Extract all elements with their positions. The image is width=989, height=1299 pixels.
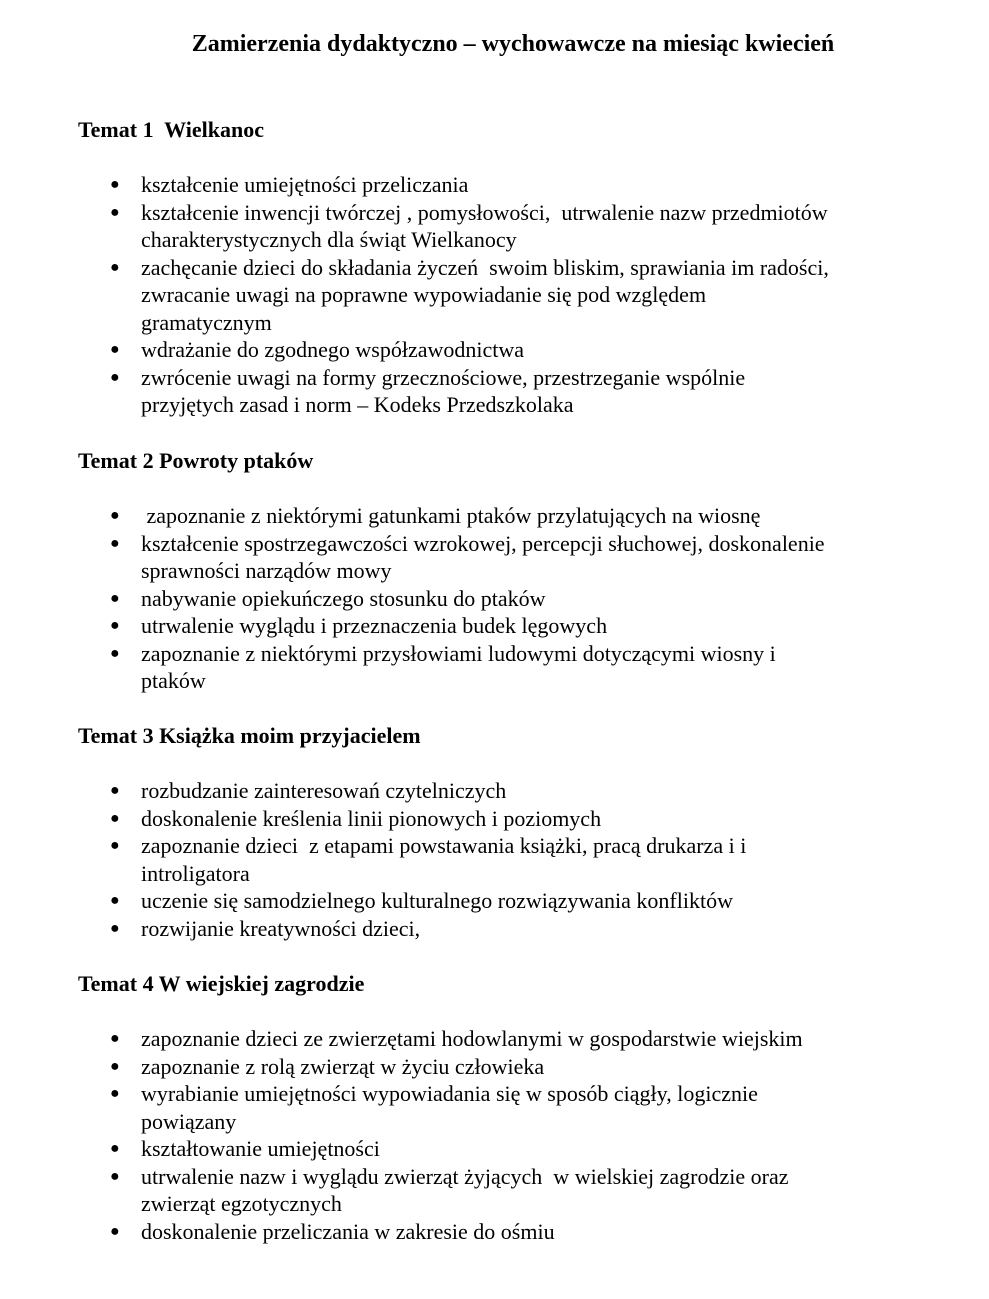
- list-item: [78, 171, 938, 199]
- list-item-text: kształcenie inwencji twórczej , pomysłowości, utrwalenie nazw przedmiotów charakterystycznych dla świąt Wielkanocy: [141, 199, 828, 252]
- bullet-list: [78, 171, 938, 419]
- list-item-text: wyrabianie umiejętności wypowiadania się w sposób ciągły, logicznie powiązany: [141, 1081, 758, 1134]
- list-item: [78, 530, 938, 585]
- list-item: [78, 1025, 938, 1053]
- list-item-text: nabywanie opiekuńczego stosunku do ptaków: [141, 585, 546, 611]
- bullet-icon: ●: [110, 368, 120, 386]
- list-item: [78, 777, 938, 805]
- section-title: Temat 3 Książka moim przyjacielem: [78, 723, 421, 748]
- list-item: [78, 502, 938, 530]
- section-title: Temat 4 W wiejskiej zagrodzie: [78, 971, 365, 996]
- list-item-text: zapoznanie z niektórymi gatunkami ptaków przylatujących na wiosnę: [141, 503, 761, 528]
- bullet-icon: ●: [110, 782, 120, 799]
- bullet-icon: ●: [110, 892, 120, 909]
- bullet-icon: ●: [110, 341, 120, 358]
- list-item: [78, 1218, 938, 1246]
- section-title: Temat 2 Powroty ptaków: [78, 448, 314, 473]
- bullet-icon: ●: [110, 617, 120, 634]
- bullet-icon: ●: [110, 1222, 120, 1240]
- list-item: [78, 1080, 938, 1135]
- list-item-text: rozwijanie kreatywności dzieci,: [141, 915, 421, 941]
- list-item-text: kształcenie spostrzegawczości wzrokowej, percepcji słuchowej, doskonalenie sprawności narządów mowy: [141, 530, 825, 583]
- list-item-text: zachęcanie dzieci do składania życzeń swoim bliskim, sprawiania im radości, zwracanie uwagi na poprawne wypowiadanie się pod względem gramatycznym: [141, 254, 829, 335]
- list-item: [78, 640, 938, 695]
- bullet-icon: ●: [110, 837, 120, 854]
- bullet-list: [78, 1025, 938, 1245]
- list-item-text: zapoznanie dzieci ze zwierzętami hodowlanymi w gospodarstwie wiejskim: [141, 1026, 803, 1051]
- list-item-text: doskonalenie przeliczania w zakresie do ośmiu: [141, 1218, 555, 1244]
- list-item: [78, 915, 938, 943]
- bullet-icon: ●: [110, 1140, 120, 1157]
- bullet-icon: ●: [110, 809, 120, 827]
- list-item: [78, 887, 938, 915]
- list-item-text: zapoznanie dzieci z etapami powstawania książki, pracą drukarza i i introligatora: [141, 833, 747, 886]
- bullet-list: [78, 777, 938, 942]
- bullet-icon: ●: [110, 176, 120, 193]
- section-title: Temat 1 Wielkanoc: [78, 117, 265, 142]
- list-item-text: uczenie się samodzielnego kulturalnego rozwiązywania konfliktów: [141, 888, 733, 913]
- bullet-icon: ●: [110, 534, 120, 552]
- bullet-icon: ●: [110, 507, 120, 524]
- list-item-text: doskonalenie kreślenia linii pionowych i poziomych: [141, 805, 602, 831]
- list-item: [78, 199, 938, 254]
- bullet-icon: ●: [110, 589, 120, 607]
- bullet-list: [78, 502, 938, 695]
- list-item: [78, 832, 938, 887]
- list-item: [78, 585, 938, 613]
- list-item-text: wdrażanie do zgodnego współzawodnictwa: [141, 337, 525, 362]
- list-item: [78, 364, 938, 419]
- list-item-text: rozbudzanie zainteresowań czytelniczych: [141, 778, 507, 803]
- section-temat-1: [78, 116, 938, 419]
- list-item-text: zapoznanie z niektórymi przysłowiami ludowymi dotyczącymi wiosny i ptaków: [141, 640, 776, 693]
- list-item: [78, 805, 938, 833]
- list-item: [78, 1135, 938, 1163]
- list-item: [78, 336, 938, 364]
- section-temat-2: [78, 447, 938, 695]
- list-item-text: utrwalenie nazw i wyglądu zwierząt żyjących w wielskiej zagrodzie oraz zwierząt egzotycznych: [141, 1163, 789, 1216]
- list-item-text: kształtowanie umiejętności: [141, 1136, 380, 1161]
- bullet-icon: ●: [110, 919, 120, 937]
- list-item: [78, 254, 938, 337]
- list-item: [78, 1053, 938, 1081]
- bullet-icon: ●: [110, 258, 120, 276]
- bullet-icon: ●: [110, 1030, 120, 1047]
- document-title: Zamierzenia dydaktyczno – wychowawcze na miesiąc kwiecień: [191, 31, 835, 57]
- bullet-icon: ●: [110, 644, 120, 662]
- list-item: [78, 612, 938, 640]
- list-item-text: kształcenie umiejętności przeliczania: [141, 172, 469, 197]
- section-temat-4: [78, 970, 938, 1245]
- list-item-text: zwrócenie uwagi na formy grzecznościowe, przestrzeganie wspólnie przyjętych zasad i norm – Kodeks Przedszkolaka: [141, 364, 746, 417]
- list-item-text: utrwalenie wyglądu i przeznaczenia budek lęgowych: [141, 613, 608, 638]
- bullet-icon: ●: [110, 1057, 120, 1075]
- bullet-icon: ●: [110, 1085, 120, 1102]
- section-temat-3: [78, 722, 938, 942]
- list-item: [78, 1163, 938, 1218]
- bullet-icon: ●: [110, 1167, 120, 1185]
- bullet-icon: ●: [110, 203, 120, 221]
- list-item-text: zapoznanie z rolą zwierząt w życiu człowieka: [141, 1053, 545, 1079]
